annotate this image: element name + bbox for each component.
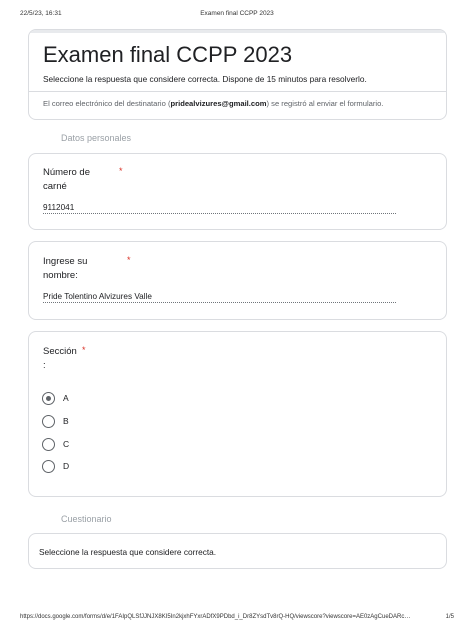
question-card-nombre (28, 241, 447, 320)
email-note-suffix: ) se registró al enviar el formulario. (266, 99, 384, 108)
radio-selected-icon[interactable] (42, 392, 55, 405)
option-c[interactable] (42, 438, 242, 452)
section-title-questionnaire: Cuestionario (61, 514, 112, 524)
option-label: A (63, 393, 69, 403)
form-header-card (28, 29, 447, 120)
question-label-carne-line1: Número de (43, 167, 90, 178)
question-label-nombre-line2: nombre: (43, 270, 78, 281)
section-title-personal: Datos personales (61, 133, 132, 143)
answer-carne: 9112041 (43, 203, 75, 212)
questionnaire-intro-card (28, 533, 447, 569)
required-asterisk: * (119, 166, 123, 176)
question-label-seccion-line2: : (43, 360, 46, 371)
radio-unselected-icon[interactable] (42, 438, 55, 451)
option-label: C (63, 439, 70, 449)
print-doc-title: Examen final CCPP 2023 (200, 10, 274, 17)
question-card-carne (28, 153, 447, 230)
email-note (43, 99, 383, 108)
question-label-nombre (43, 255, 87, 283)
print-url: https://docs.google.com/forms/d/e/1FAIpQLSfJJNJX8KI5In2kjxhFYxrADfX9PDbd_i_Dr8ZYsdTv8rQ-HQ/viewscore?viewscore=AE0zAgCueDARc… (20, 614, 411, 620)
question-label-seccion (43, 345, 77, 373)
respondent-email: pridealvizures@gmail.com (170, 99, 267, 108)
print-page-number: 1/5 (445, 614, 454, 620)
question-label-carne (43, 166, 90, 194)
print-footer (0, 614, 474, 624)
question-card-seccion (28, 331, 447, 497)
required-asterisk: * (82, 345, 86, 355)
form-title: Examen final CCPP 2023 (43, 42, 293, 67)
question-label-seccion-line1: Sección (43, 346, 77, 357)
option-d[interactable] (42, 460, 242, 474)
answer-underline (43, 213, 396, 214)
form-header-bar (29, 30, 446, 33)
divider (29, 91, 446, 92)
option-label: B (63, 416, 69, 426)
email-note-prefix: El correo electrónico del destinatario ( (43, 99, 171, 108)
required-asterisk: * (127, 255, 131, 265)
answer-underline (43, 302, 396, 303)
question-label-nombre-line1: Ingrese su (43, 256, 88, 267)
option-label: D (63, 461, 70, 471)
question-label-carne-line2: carné (43, 181, 67, 192)
radio-unselected-icon[interactable] (42, 415, 55, 428)
print-datetime: 22/5/23, 16:31 (20, 10, 62, 17)
form-description: Seleccione la respuesta que considere correcta. Dispone de 15 minutos para resolverlo. (43, 74, 367, 84)
answer-nombre: Pride Tolentino Alvizures Valle (43, 292, 152, 301)
option-a[interactable] (42, 392, 242, 406)
print-header (0, 10, 474, 20)
radio-unselected-icon[interactable] (42, 460, 55, 473)
option-b[interactable] (42, 415, 242, 429)
questionnaire-intro-text: Seleccione la respuesta que considere correcta. (39, 547, 217, 557)
radio-dot (46, 396, 51, 401)
